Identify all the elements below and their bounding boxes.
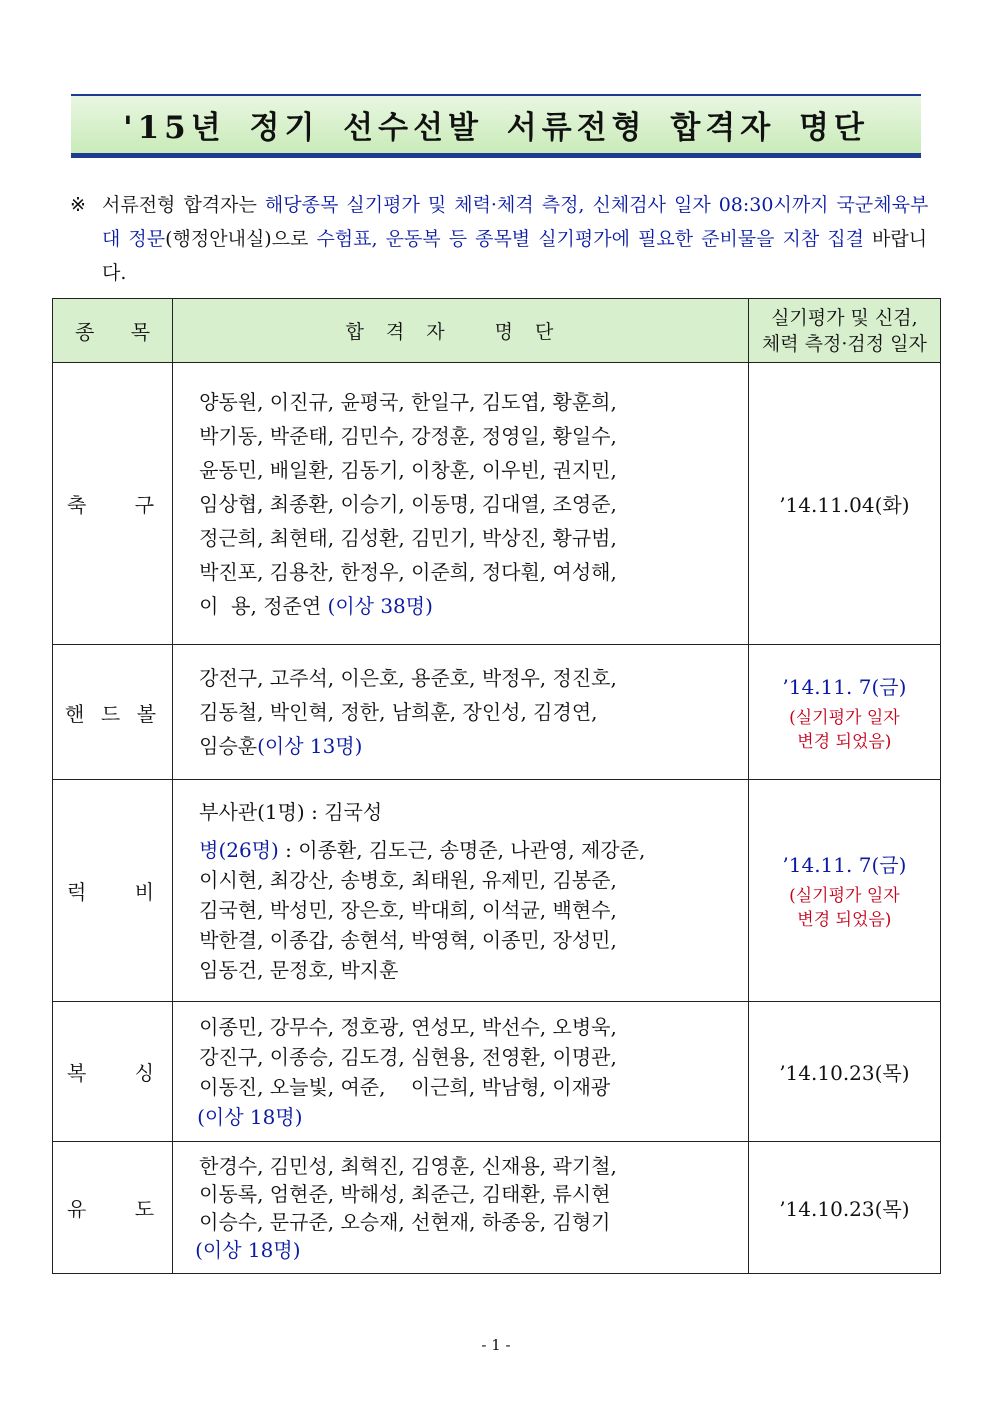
names-rugby: 부사관(1명) : 김국성 병(26명) : 이종환, 김도근, 송명준, 나관영, 제강준, 이시현, 최강산, 송병호, 최태원, 유제민, 김봉준, 김국현, 박성민, 장은호, 박대희, 이석균, 백현수, 박한결, 이종갑, 송현석, 박영혁, 이종민, 장성민, 임동건, 문정호, 박지훈 — [173, 791, 748, 991]
notice-part-5: 바랍니다. — [102, 228, 928, 284]
count-boxing: (이상 18명) — [197, 1104, 303, 1129]
officer-line: 부사관(1명) : 김국성 — [199, 799, 383, 824]
notice — [70, 188, 930, 290]
names-football: 양동원, 이진규, 윤평국, 한일구, 김도엽, 황훈희, 박기동, 박준태, 김민수, 강정훈, 정영일, 황일수, 윤동민, 배일환, 김동기, 이창훈, 이우빈, 권지민, 임상협, 최종환, 이승기, 이동명, 김대열, 조영준, 정근희, 최현태, 김성환, 김민기, 박상진, 황규범, 박진포, 김용찬, 한정우, 이준희, 정다훤, 여성해, 이 용, 정준연 (이상 38명) — [199, 389, 617, 618]
notice-part-3: (행정안내실)으로 — [165, 228, 317, 250]
sport-judo: 유 도 — [67, 1197, 155, 1221]
sport-football: 축 구 — [67, 493, 155, 517]
notice-text — [102, 188, 930, 290]
date-rugby: ’14.11. 7(금) — [782, 853, 907, 877]
table-row — [53, 1002, 941, 1142]
names-judo: 한경수, 김민성, 최혁진, 김영훈, 신재용, 곽기철, 이동록, 엄현준, 박해성, 최준근, 김태환, 류시현 이승수, 문규준, 오승재, 선현재, 하종웅, 김형기 (이상 18명) — [173, 1146, 748, 1270]
table-row — [53, 363, 941, 645]
names-handball: 강전구, 고주석, 이은호, 용준호, 박정우, 정진호, 김동철, 박인혁, 정한, 남희훈, 장인성, 김경연, 임승훈(이상 13명) — [199, 666, 617, 758]
reference-mark: ※ — [70, 194, 86, 216]
count-judo: (이상 18명) — [195, 1237, 301, 1262]
header-sport: 종 목 — [53, 299, 173, 363]
count-football: (이상 38명) — [327, 593, 433, 618]
sport-handball: 핸 드 볼 — [65, 701, 157, 726]
sport-rugby: 럭 비 — [67, 880, 155, 904]
page-title: '15년 정기 선수선발 서류전형 합격자 명단 — [123, 110, 869, 146]
date-football: ’14.11.04(화) — [779, 493, 910, 517]
sport-boxing: 복 싱 — [67, 1061, 155, 1085]
notice-part-4: 수험표, 운동복 등 종목별 실기평가에 필요한 준비물을 지참 집결 — [316, 228, 865, 250]
notice-part-2: 해당종목 실기평가 및 체력·체격 측정, 신체검사 일자 08:30시까지 국군체육부대 정문 — [102, 194, 929, 250]
soldier-label: 병(26명) — [199, 837, 279, 862]
date-judo: ’14.10.23(목) — [779, 1197, 910, 1221]
date-handball: ’14.11. 7(금) — [782, 674, 907, 699]
header-date: 실기평가 및 신검, 체력 측정·검정 일자 — [748, 299, 940, 363]
date-boxing: ’14.10.23(목) — [779, 1061, 910, 1085]
notice-part-1: 서류전형 합격자는 — [102, 194, 265, 216]
names-boxing: 이종민, 강무수, 정호광, 연성모, 박선수, 오병욱, 강진구, 이종승, 김도경, 심현용, 전영환, 이명관, 이동진, 오늘빛, 여준, 이근희, 박남형, 이재광 (이상 18명) — [173, 1006, 748, 1138]
title-banner — [71, 94, 921, 158]
count-handball: (이상 13명) — [257, 734, 363, 758]
header-names: 합격자 명단 — [173, 299, 749, 363]
page-number: - 1 - — [481, 1336, 511, 1354]
table-row — [53, 1142, 941, 1274]
date-change-note: (실기평가 일자 변경 되었음) — [789, 707, 900, 752]
table-header-row — [53, 299, 941, 363]
table-row — [53, 780, 941, 1002]
table-row — [53, 645, 941, 780]
roster-table — [52, 298, 941, 1274]
date-change-note: (실기평가 일자 변경 되었음) — [789, 886, 900, 930]
